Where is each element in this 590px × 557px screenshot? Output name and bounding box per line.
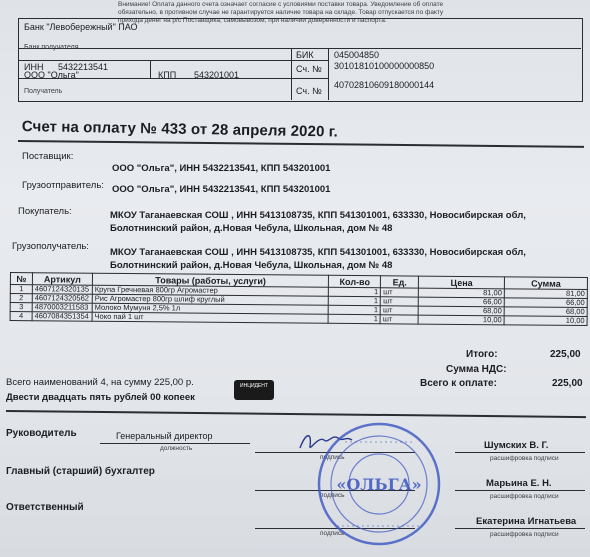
notice-line-3: прихода денег на р/с Поставщика, самовывозом, при наличии доверенности и паспорта. — [118, 17, 387, 24]
row-price: 10,00 — [418, 315, 504, 325]
row-price: 68,00 — [418, 306, 504, 316]
head-position: Генеральный директор — [116, 431, 213, 441]
row-sum: 66,00 — [504, 298, 587, 308]
supplier-label: Поставщик: — [22, 151, 74, 162]
accountant-signature-caption: подпись — [320, 492, 345, 499]
row-sku: 4870003211583 — [32, 303, 92, 313]
row-sum: 68,00 — [504, 307, 587, 317]
bank-name: Банк "Левобережный" ПАО — [24, 22, 138, 32]
corr-account-value: 30101810100000000850 — [334, 61, 435, 71]
responsible-signature-caption: подпись — [320, 530, 345, 537]
account-value: 40702810609180000144 — [334, 80, 435, 90]
recipient-caption: Получатель — [24, 88, 63, 95]
row-unit: шт — [381, 288, 419, 297]
responsible-decode-caption: расшифровка подписи — [490, 531, 559, 538]
bik-label: БИК — [296, 50, 314, 60]
accountant-label: Главный (старший) бухгалтер — [6, 466, 155, 477]
corr-account-label: Сч. № — [296, 64, 322, 74]
recipient-bank-caption: Банк получателя — [24, 44, 79, 51]
row-name: Крупа Гречневая 800гр Агромастер — [92, 285, 329, 296]
consignee-label: Грузополучатель: — [12, 241, 89, 252]
col-header-price: Цена — [419, 276, 505, 289]
row-sku: 4607084351354 — [32, 312, 92, 322]
bik-value: 045004850 — [334, 50, 380, 60]
row-number: 3 — [10, 303, 32, 312]
buyer-label: Покупатель: — [18, 206, 72, 217]
supplier-value: ООО "Ольга", ИНН 5432213541, КПП 543201001 — [112, 163, 331, 174]
row-unit: шт — [380, 315, 418, 324]
inn-label: ИНН — [24, 62, 44, 72]
items-table — [10, 272, 588, 326]
row-price: 81,00 — [419, 288, 505, 298]
col-header-unit: Ед. — [381, 276, 419, 288]
account-label: Сч. № — [296, 86, 322, 96]
head-name: Шумских В. Г. — [484, 440, 549, 451]
watermark-badge — [234, 380, 274, 400]
row-price: 66,00 — [418, 297, 504, 307]
row-unit: шт — [381, 297, 419, 306]
amount-in-words: Двести двадцать пять рублей 00 копеек — [6, 392, 195, 403]
row-name: Рис Агромастер 800гр шлиф круглый — [92, 294, 329, 305]
head-decode-caption: расшифровка подписи — [490, 455, 559, 462]
accountant-decode-caption: расшифровка подписи — [490, 493, 559, 500]
shipper-value: ООО "Ольга", ИНН 5432213541, КПП 543201001 — [112, 184, 331, 195]
col-header-sum: Сумма — [504, 277, 587, 290]
row-sku: 4607124320562 — [32, 294, 92, 304]
head-signature-caption: подпись — [320, 454, 345, 461]
row-sum: 81,00 — [504, 289, 587, 299]
total-label: Всего к оплате: — [420, 378, 497, 389]
position-caption: должность — [160, 445, 193, 452]
notice-line-2: обязательно, в противном случае не гарантируется наличие товара на складе. Товар отпускается по факту — [118, 9, 444, 16]
itogo-value: 225,00 — [550, 349, 581, 360]
itogo-label: Итого: — [466, 349, 498, 360]
col-header-goods: Товары (работы, услуги) — [92, 273, 329, 287]
row-sum: 10,00 — [504, 316, 587, 326]
col-header-qty: Кол-во — [329, 275, 381, 287]
kpp-value: 543201001 — [194, 70, 240, 80]
shipper-label: Грузоотправитель: — [22, 180, 104, 191]
col-header-sku: Артикул — [32, 273, 92, 286]
consignee-value-line-2: Болотнинский район, д.Новая Чебула, Школьная, дом № 48 — [110, 260, 393, 271]
inn-value: 5432213541 — [58, 62, 109, 72]
consignee-value-line-1: МКОУ Таганаевская СОШ , ИНН 5413108735, КПП 541301001, 633330, Новосибирская обл, — [110, 247, 526, 258]
invoice-title: Счет на оплату № 433 от 28 апреля 2020 г. — [21, 118, 338, 141]
stamp-center-text: «ОЛЬГА» — [336, 475, 422, 494]
row-name: Молоко Мумуня 2,5% 1л — [92, 303, 329, 314]
responsible-label: Ответственный — [6, 502, 84, 513]
total-value: 225,00 — [552, 378, 583, 389]
recipient-name: ООО "Ольга" — [24, 70, 79, 80]
row-qty: 1 — [329, 296, 381, 305]
col-header-number: № — [10, 273, 32, 285]
row-sku: 4607124320135 — [32, 285, 92, 295]
watermark-text: ИНЦИДЕНТ — [240, 383, 268, 389]
row-number: 4 — [10, 312, 32, 321]
accountant-name: Марьина Е. Н. — [486, 478, 552, 489]
company-stamp — [315, 420, 443, 548]
row-number: 1 — [10, 285, 32, 294]
row-qty: 1 — [329, 305, 381, 314]
items-count-summary: Всего наименований 4, на сумму 225,00 р. — [6, 377, 194, 388]
buyer-value-line-2: Болотнинский район, д.Новая Чебула, Школьная, дом № 48 — [110, 223, 393, 234]
row-qty: 1 — [329, 287, 381, 296]
row-unit: шт — [380, 306, 418, 315]
row-qty: 1 — [328, 314, 380, 323]
kpp-label: КПП — [158, 70, 177, 80]
responsible-name: Екатерина Игнатьева — [476, 516, 577, 527]
vat-label: Сумма НДС: — [446, 364, 507, 375]
notice-line-1: Внимание! Оплата данного счета означает согласие с условиями поставки товара. Уведомление об оплате — [118, 1, 444, 8]
row-name: Чоко пай 1 шт — [92, 312, 329, 323]
buyer-value-line-1: МКОУ Таганаевская СОШ , ИНН 5413108735, КПП 541301001, 633330, Новосибирская обл, — [110, 210, 526, 221]
row-number: 2 — [10, 294, 32, 303]
head-label: Руководитель — [6, 428, 77, 439]
